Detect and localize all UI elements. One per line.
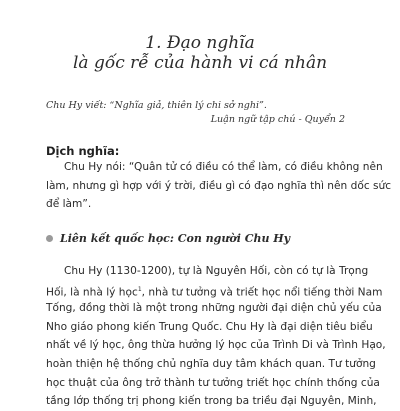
chapter-title-line2: là gốc rễ của hành vi cá nhân — [72, 53, 328, 73]
quote-text: Chu Hy viết: “Nghĩa giả, thiên lý chi sở nghi”. — [46, 100, 267, 111]
body-line: hoàn thiện hệ thống chủ nghĩa duy tâm khách quan. Tư tưởng — [46, 357, 376, 370]
bullet-icon — [46, 235, 53, 242]
translation-line: để làm”. — [46, 198, 92, 211]
section-heading — [46, 232, 290, 245]
translation-heading: Dịch nghĩa: — [46, 144, 120, 158]
body-line: tầng lớp thống trị phong kiến trong ba triều đại Nguyên, Minh, — [46, 395, 377, 408]
section-heading-text: Liên kết quốc học: Con người Chu Hy — [60, 232, 291, 245]
body-text-fragment: , nhà tư tưởng và triết học nổi tiếng thời Nam — [141, 286, 383, 299]
body-line: Nho giáo phong kiến Trung Quốc. Chu Hy là đại diện tiêu biểu — [46, 320, 373, 333]
biography-paragraph — [46, 262, 386, 411]
translation-line: làm, nhưng gì hợp với ý trời, điều gì có đạo nghĩa thì nên dốc sức — [46, 179, 392, 192]
body-line: Chu Hy (1130-1200), tự là Nguyên Hối, còn có tự là Trọng — [64, 265, 369, 277]
body-line: học thuật của ông trở thành tư tưởng triết học chính thống của — [46, 376, 380, 389]
footnote-marker[interactable]: 1 — [137, 285, 142, 293]
body-line — [46, 281, 383, 300]
body-line: Tống, đồng thời là một trong những người đại diện chủ yếu của — [46, 302, 382, 315]
body-line: nhất về lý học, ông thừa hưởng lý học của Trình Di và Trình Hạo, — [46, 339, 386, 352]
chapter-title-line1: 1. Đạo nghĩa — [145, 33, 255, 53]
quote-source: Luận ngữ tập chú - Quyển 2 — [210, 114, 345, 125]
body-text-fragment: Hối, là nhà lý học — [46, 286, 138, 299]
translation-line: Chu Hy nói: “Quân tử có điều có thể làm, có điều không nên — [64, 161, 383, 173]
translation-paragraph — [46, 158, 392, 214]
